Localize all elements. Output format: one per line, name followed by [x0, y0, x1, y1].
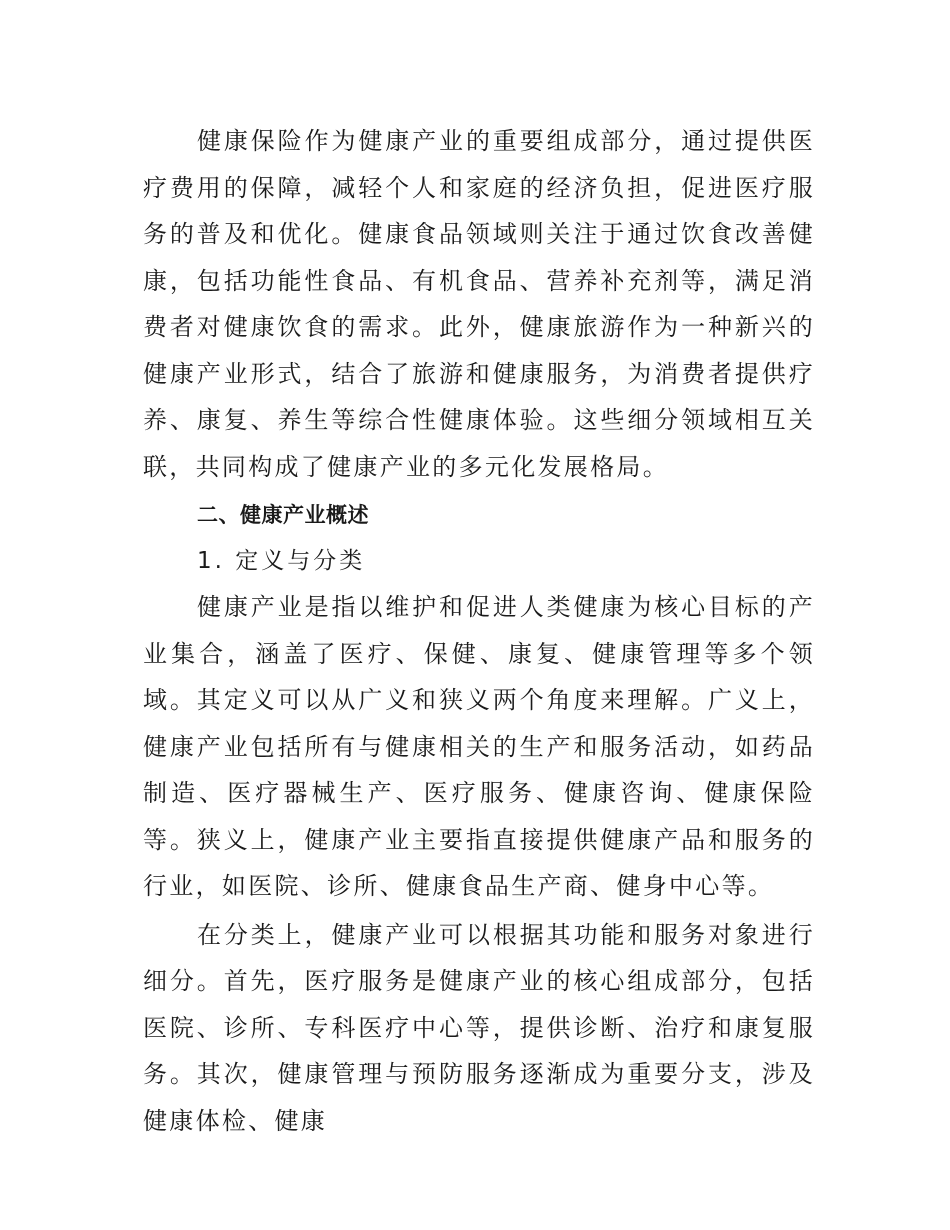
- document-body: [143, 118, 815, 1144]
- paragraph-definition: 健康产业是指以维护和促进人类健康为核心目标的产业集合，涵盖了医疗、保健、康复、健康管理等多个领域。其定义可以从广义和狭义两个角度来理解。广义上，健康产业包括所有与健康相关的生产和服务活动，如药品制造、医疗器械生产、医疗服务、健康咨询、健康保险等。狭义上，健康产业主要指直接提供健康产品和服务的行业，如医院、诊所、健康食品生产商、健身中心等。: [143, 593, 815, 900]
- paragraph-health-insurance: 健康保险作为健康产业的重要组成部分，通过提供医疗费用的保障，减轻个人和家庭的经济负担，促进医疗服务的普及和优化。健康食品领域则关注于通过饮食改善健康，包括功能性食品、有机食品、营养补充剂等，满足消费者对健康饮食的需求。此外，健康旅游作为一种新兴的健康产业形式，结合了旅游和健康服务，为消费者提供疗养、康复、养生等综合性健康体验。这些细分领域相互关联，共同构成了健康产业的多元化发展格局。: [143, 127, 815, 481]
- paragraph-classification: 在分类上，健康产业可以根据其功能和服务对象进行细分。首先，医疗服务是健康产业的核心组成部分，包括医院、诊所、专科医疗中心等，提供诊断、治疗和康复服务。其次，健康管理与预防服务逐渐成为重要分支，涉及健康体检、健康: [143, 920, 815, 1135]
- subsection-heading: 1. 定义与分类: [197, 548, 366, 574]
- section-heading: 二、健康产业概述: [197, 503, 369, 527]
